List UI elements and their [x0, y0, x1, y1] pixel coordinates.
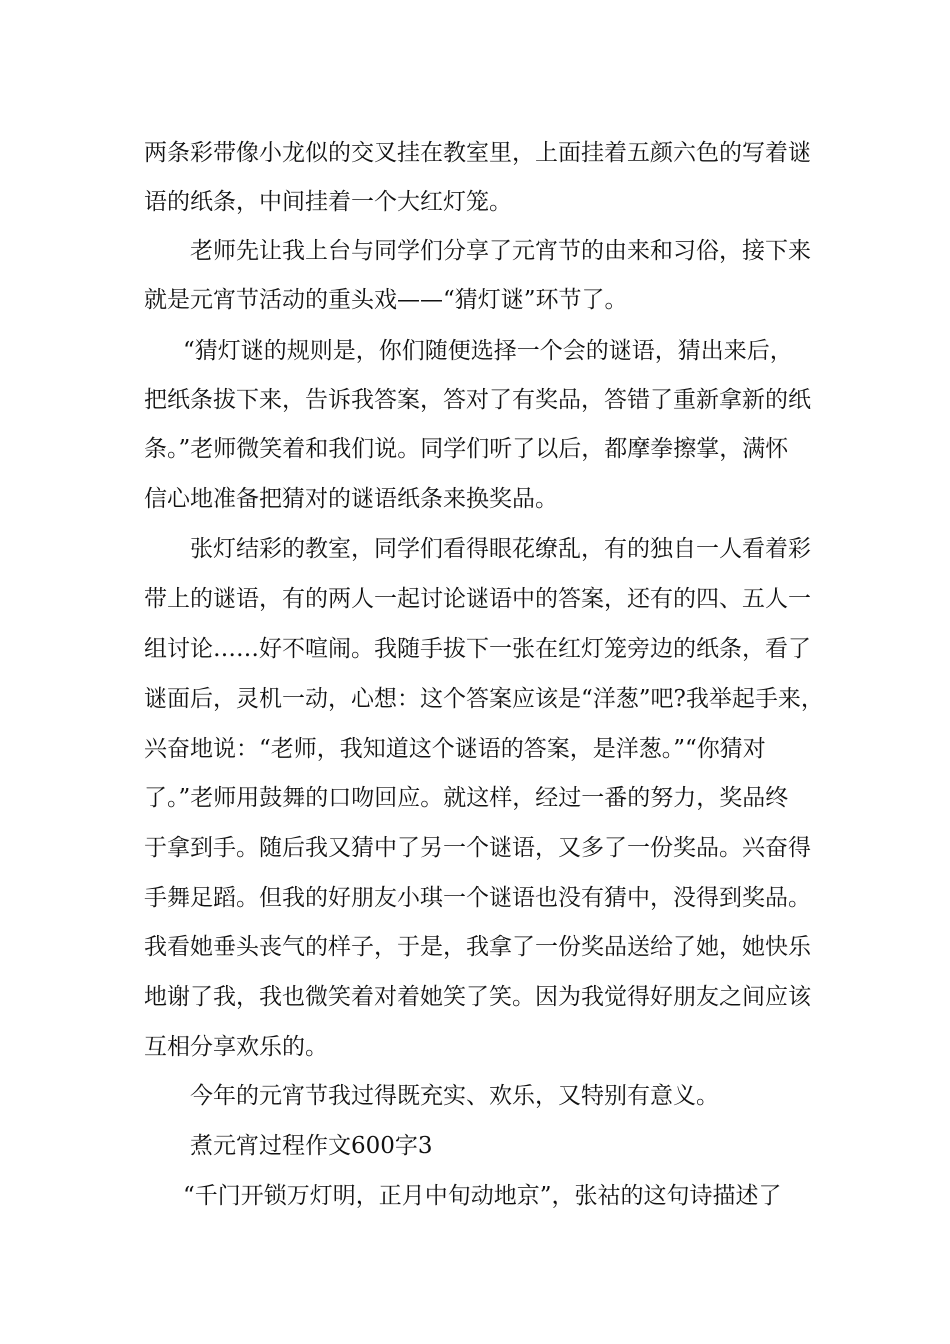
text-line: 带上的谜语，有的两人一起讨论谜语中的答案，还有的四、五人一: [144, 586, 811, 612]
text-line: 把纸条拔下来，告诉我答案，答对了有奖品，答错了重新拿新的纸: [144, 387, 811, 413]
text-line: 了。”老师用鼓舞的口吻回应。就这样，经过一番的努力，奖品终: [144, 785, 789, 811]
text-line: 两条彩带像小龙似的交叉挂在教室里，上面挂着五颜六色的写着谜: [144, 140, 811, 166]
text-line: 我看她垂头丧气的样子，于是，我拿了一份奖品送给了她，她快乐: [144, 934, 811, 960]
text-line: 兴奋地说：“老师，我知道这个谜语的答案，是洋葱。”“你猜对: [144, 736, 766, 762]
text-line: 就是元宵节活动的重头戏——“猜灯谜”环节了。: [144, 287, 628, 313]
paragraph-start-line: “千门开锁万灯明，正月中旬动地京”，张祜的这句诗描述了: [183, 1183, 782, 1209]
section-title: 煮元宵过程作文600字3: [190, 1133, 433, 1159]
text-line: 手舞足蹈。但我的好朋友小琪一个谜语也没有猜中，没得到奖品。: [144, 885, 811, 911]
paragraph-start-line: 今年的元宵节我过得既充实、欢乐，又特别有意义。: [190, 1083, 719, 1109]
text-line: 信心地准备把猜对的谜语纸条来换奖品。: [144, 486, 558, 512]
text-line: 互相分享欢乐的。: [144, 1034, 328, 1060]
paragraph-start-line: 张灯结彩的教室，同学们看得眼花缭乱，有的独自一人看着彩: [190, 536, 811, 562]
text-line: 组讨论……好不喧闹。我随手拔下一张在红灯笼旁边的纸条，看了: [144, 636, 811, 662]
text-line: 语的纸条，中间挂着一个大红灯笼。: [144, 189, 512, 215]
text-line: 地谢了我，我也微笑着对着她笑了笑。因为我觉得好朋友之间应该: [144, 984, 811, 1010]
text-line: 于拿到手。随后我又猜中了另一个谜语，又多了一份奖品。兴奋得: [144, 835, 811, 861]
paragraph-start-line: “猜灯谜的规则是，你们随便选择一个会的谜语，猜出来后，: [183, 338, 793, 364]
paragraph-start-line: 老师先让我上台与同学们分享了元宵节的由来和习俗，接下来: [190, 238, 811, 264]
text-line: 谜面后，灵机一动，心想：这个答案应该是“洋葱”吧?我举起手来，: [144, 686, 824, 712]
text-line: 条。”老师微笑着和我们说。同学们听了以后，都摩拳擦掌，满怀: [144, 436, 789, 462]
